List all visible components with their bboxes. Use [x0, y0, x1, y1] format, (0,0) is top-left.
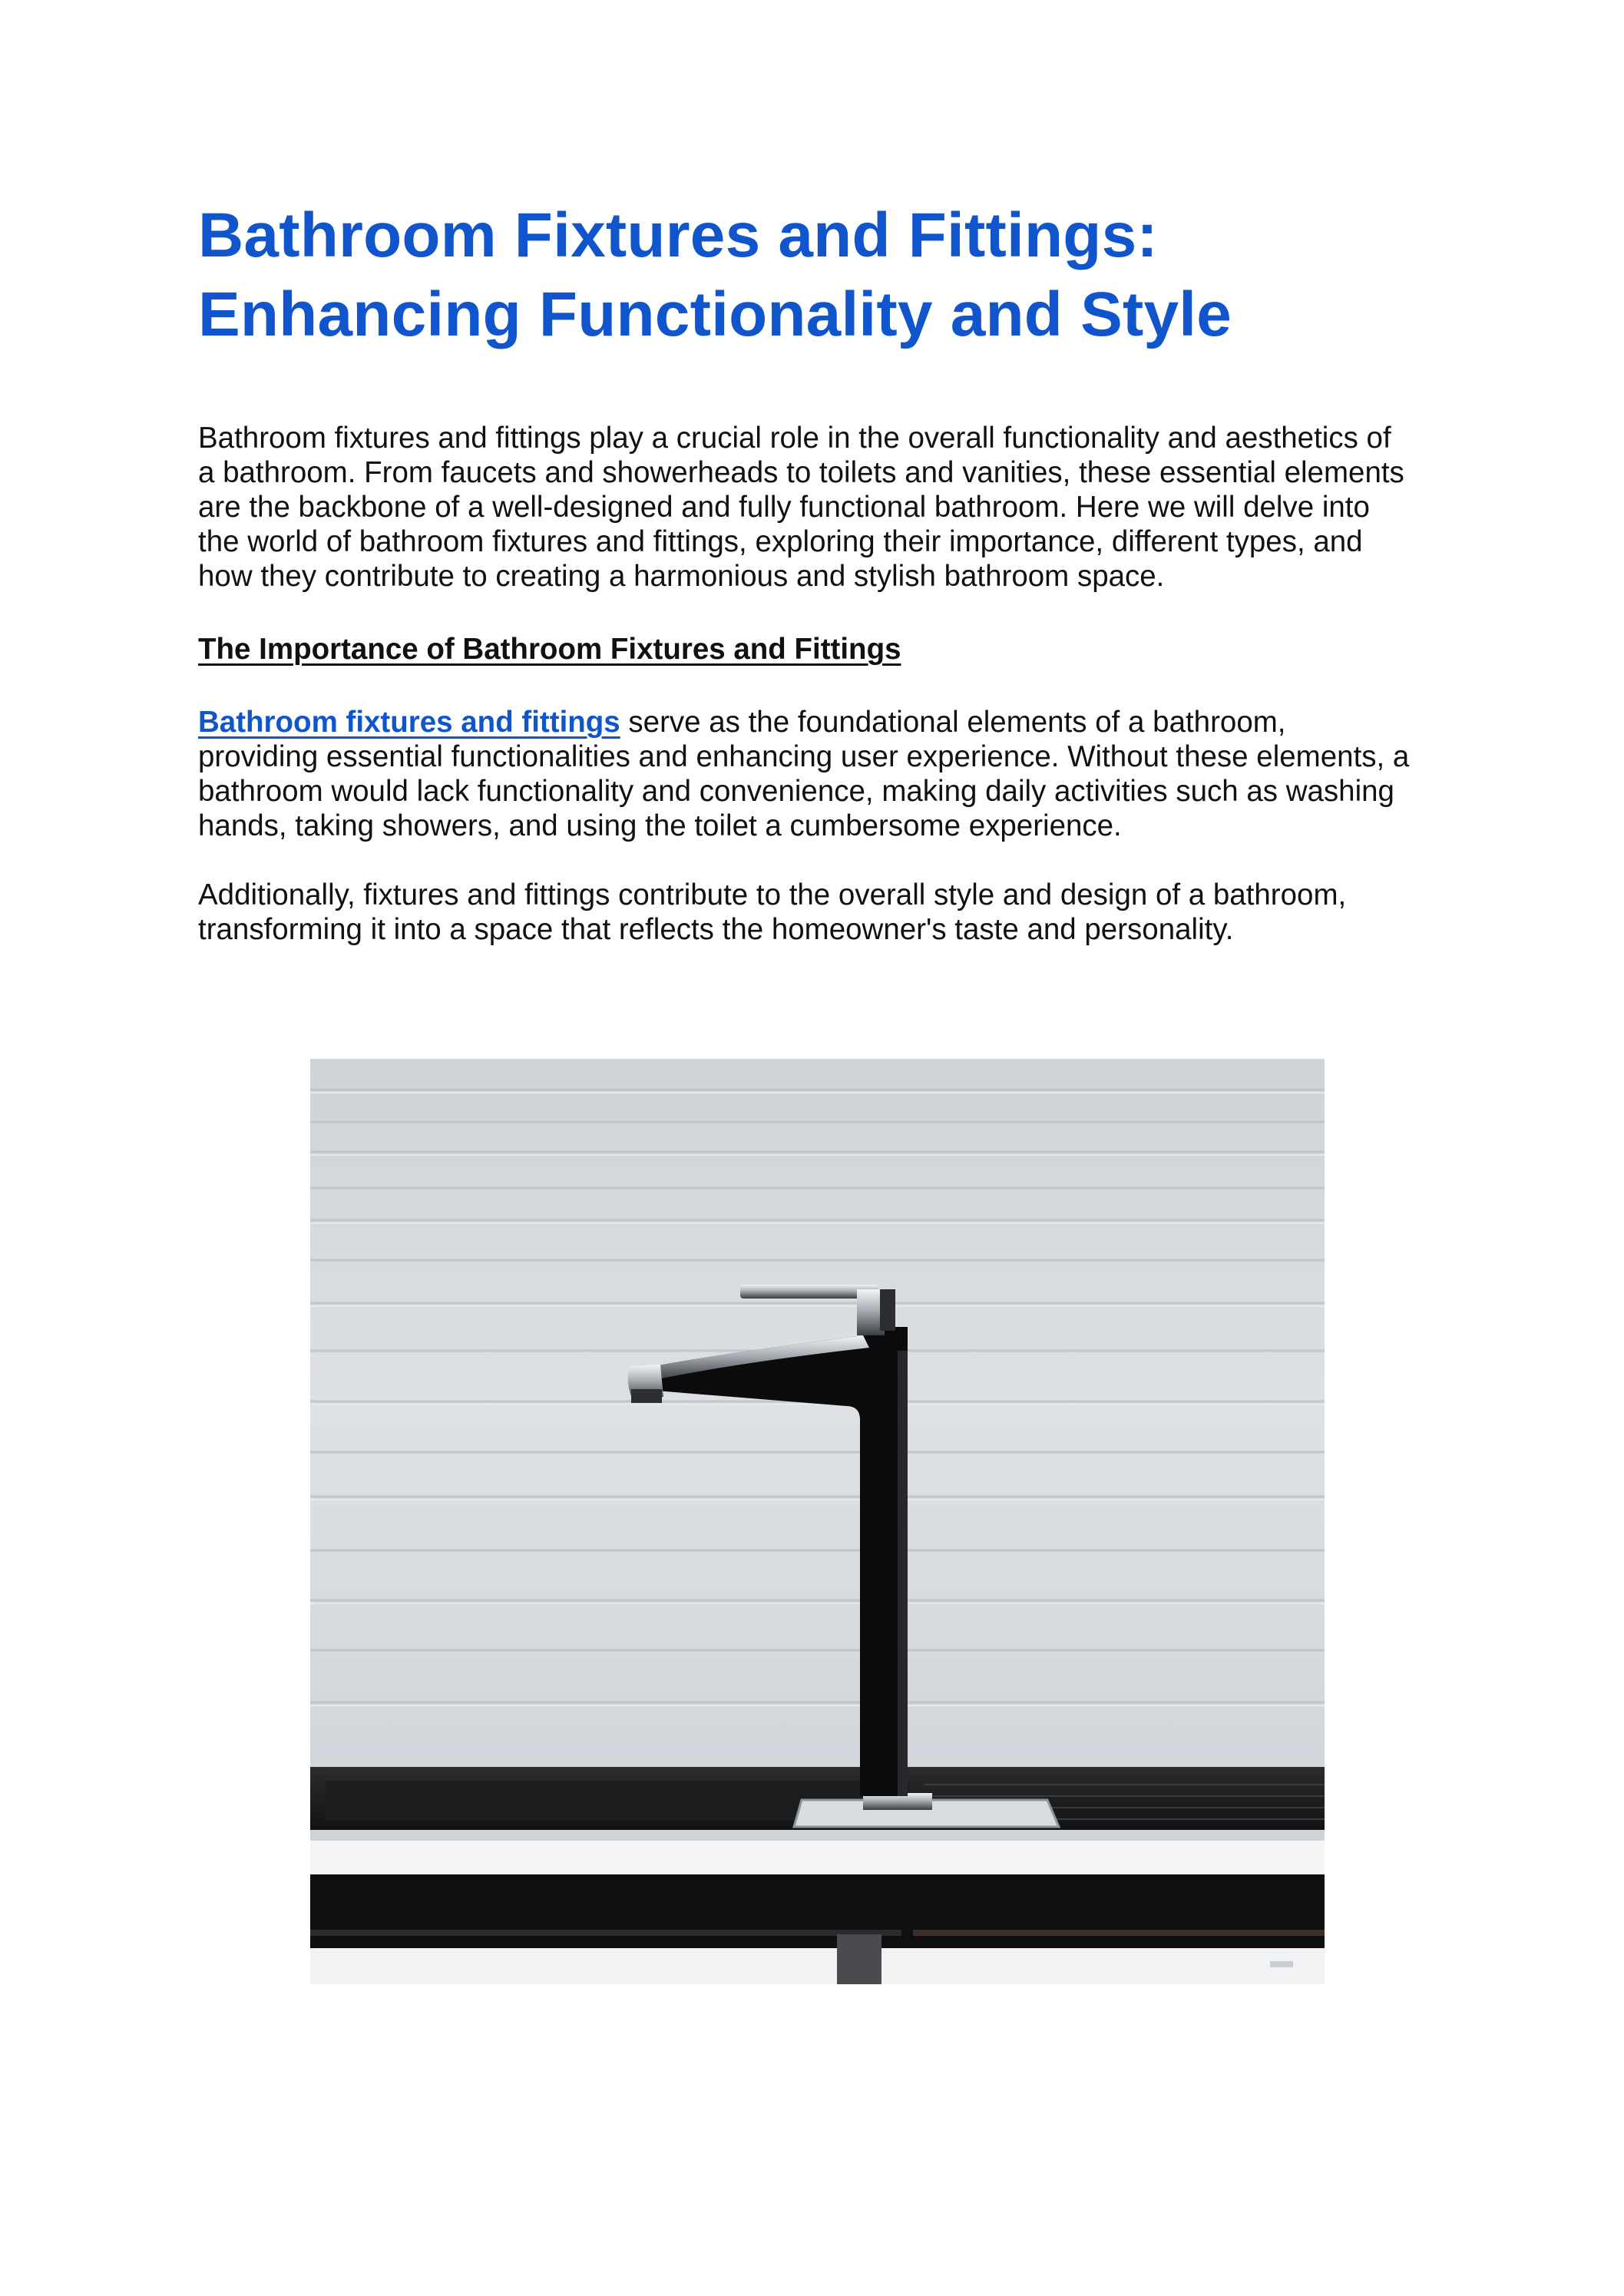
- bathroom-fixtures-link[interactable]: Bathroom fixtures and fittings: [198, 706, 620, 739]
- style-line: transforming it into a space that reflects the homeowner's taste and personality.: [198, 913, 1234, 946]
- article-title-line-1: Bathroom Fixtures and Fittings:: [198, 200, 1158, 270]
- style-paragraph: [198, 878, 1457, 947]
- importance-line-rest: serve as the foundational elements of a bathroom,: [620, 706, 1286, 739]
- article-title-line-2: Enhancing Functionality and Style: [198, 280, 1232, 349]
- intro-line: are the backbone of a well-designed and fully functional bathroom. Here we will delve into: [198, 491, 1370, 524]
- faucet-photo: [310, 1059, 1325, 1984]
- importance-line: hands, taking showers, and using the toilet a cumbersome experience.: [198, 809, 1122, 842]
- intro-line: the world of bathroom fixtures and fittings, exploring their importance, different types, and: [198, 525, 1363, 558]
- faucet-photo-illustration: [310, 1059, 1325, 1984]
- importance-line: bathroom would lack functionality and convenience, making daily activities such as washing: [198, 775, 1394, 808]
- importance-paragraph: [198, 705, 1457, 843]
- importance-line: [198, 705, 1457, 739]
- intro-line: how they contribute to creating a harmonious and stylish bathroom space.: [198, 560, 1165, 593]
- style-line: Additionally, fixtures and fittings contribute to the overall style and design of a bathroom,: [198, 878, 1347, 911]
- article-title: [198, 196, 1503, 354]
- intro-line: Bathroom fixtures and fittings play a crucial role in the overall functionality and aesthetics of: [198, 422, 1391, 455]
- intro-paragraph: [198, 421, 1457, 594]
- importance-line: providing essential functionalities and enhancing user experience. Without these elements, a: [198, 740, 1410, 773]
- intro-line: a bathroom. From faucets and showerheads to toilets and vanities, these essential elements: [198, 456, 1404, 489]
- section-heading: The Importance of Bathroom Fixtures and Fittings: [198, 633, 901, 666]
